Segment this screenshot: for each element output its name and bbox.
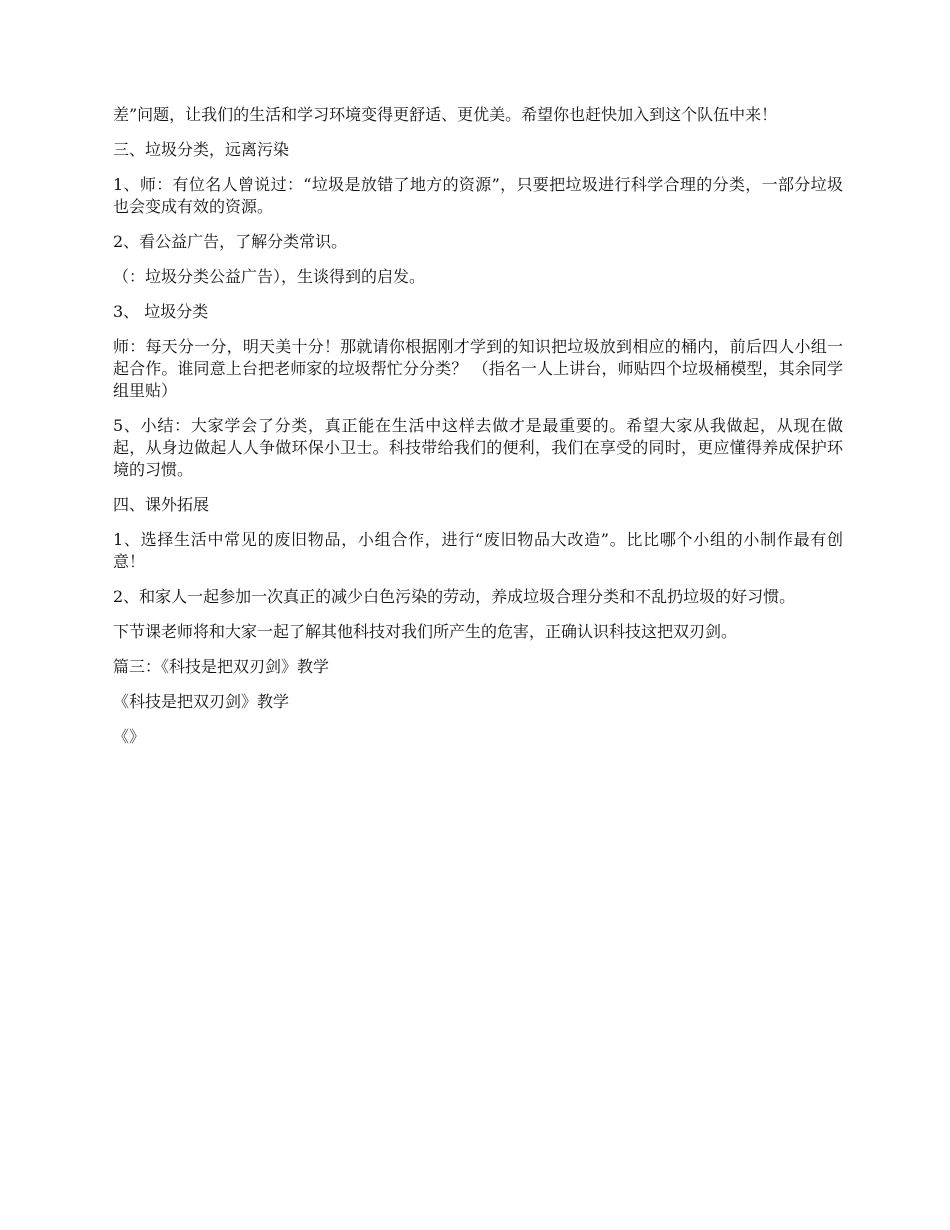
paragraph-continuation: 差”问题，让我们的生活和学习环境变得更舒适、更优美。希望你也赶快加入到这个队伍中来！ (113, 105, 778, 124)
paragraph-watch-ad: 2、看公益广告，了解分类常识。 (113, 232, 348, 251)
paragraph-ad-note: （：垃圾分类公益广告），生谈得到的启发。 (113, 267, 426, 286)
lesson-title: 《科技是把双刃剑》教学 (113, 692, 290, 711)
paragraph-extension-1: 1、选择生活中常见的废旧物品，小组合作，进行“废旧物品大改造”。比比哪个小组的小制作最有创意！ (113, 530, 843, 571)
paragraph-sorting-heading: 3、 垃圾分类 (113, 302, 209, 321)
paragraph-next-lesson: 下节课老师将和大家一起了解其他科技对我们所产生的危害，正确认识科技这把双刃剑。 (113, 622, 738, 641)
empty-title-brackets: 《》 (113, 727, 146, 746)
section-heading-garbage-sorting: 三、垃圾分类，远离污染 (113, 140, 290, 159)
paragraph-extension-2: 2、和家人一起参加一次真正的减少白色污染的劳动，养成垃圾合理分类和不乱扔垃圾的好习惯。 (113, 587, 796, 606)
paragraph-sorting-activity: 师：每天分一分，明天美十分！那就请你根据刚才学到的知识把垃圾放到相应的桶内，前后四人小组一起合作。谁同意上台把老师家的垃圾帮忙分分类？ （指名一人上讲台，师贴四个垃圾桶模型，其余同学组里贴） (113, 337, 843, 400)
section-heading-extension: 四、课外拓展 (113, 495, 210, 514)
chapter-title: 篇三：《科技是把双刃剑》教学 (113, 657, 330, 676)
document-body (113, 104, 843, 761)
paragraph-summary: 5、小结：大家学会了分类，真正能在生活中这样去做才是最重要的。希望大家从我做起，从现在做起，从身边做起人人争做环保小卫士。科技带给我们的便利，我们在享受的同时，更应懂得养成保护环境的习惯。 (113, 416, 843, 479)
paragraph-teacher-quote: 1、师：有位名人曾说过：“垃圾是放错了地方的资源”，只要把垃圾进行科学合理的分类，一部分垃圾也会变成有效的资源。 (113, 175, 843, 216)
